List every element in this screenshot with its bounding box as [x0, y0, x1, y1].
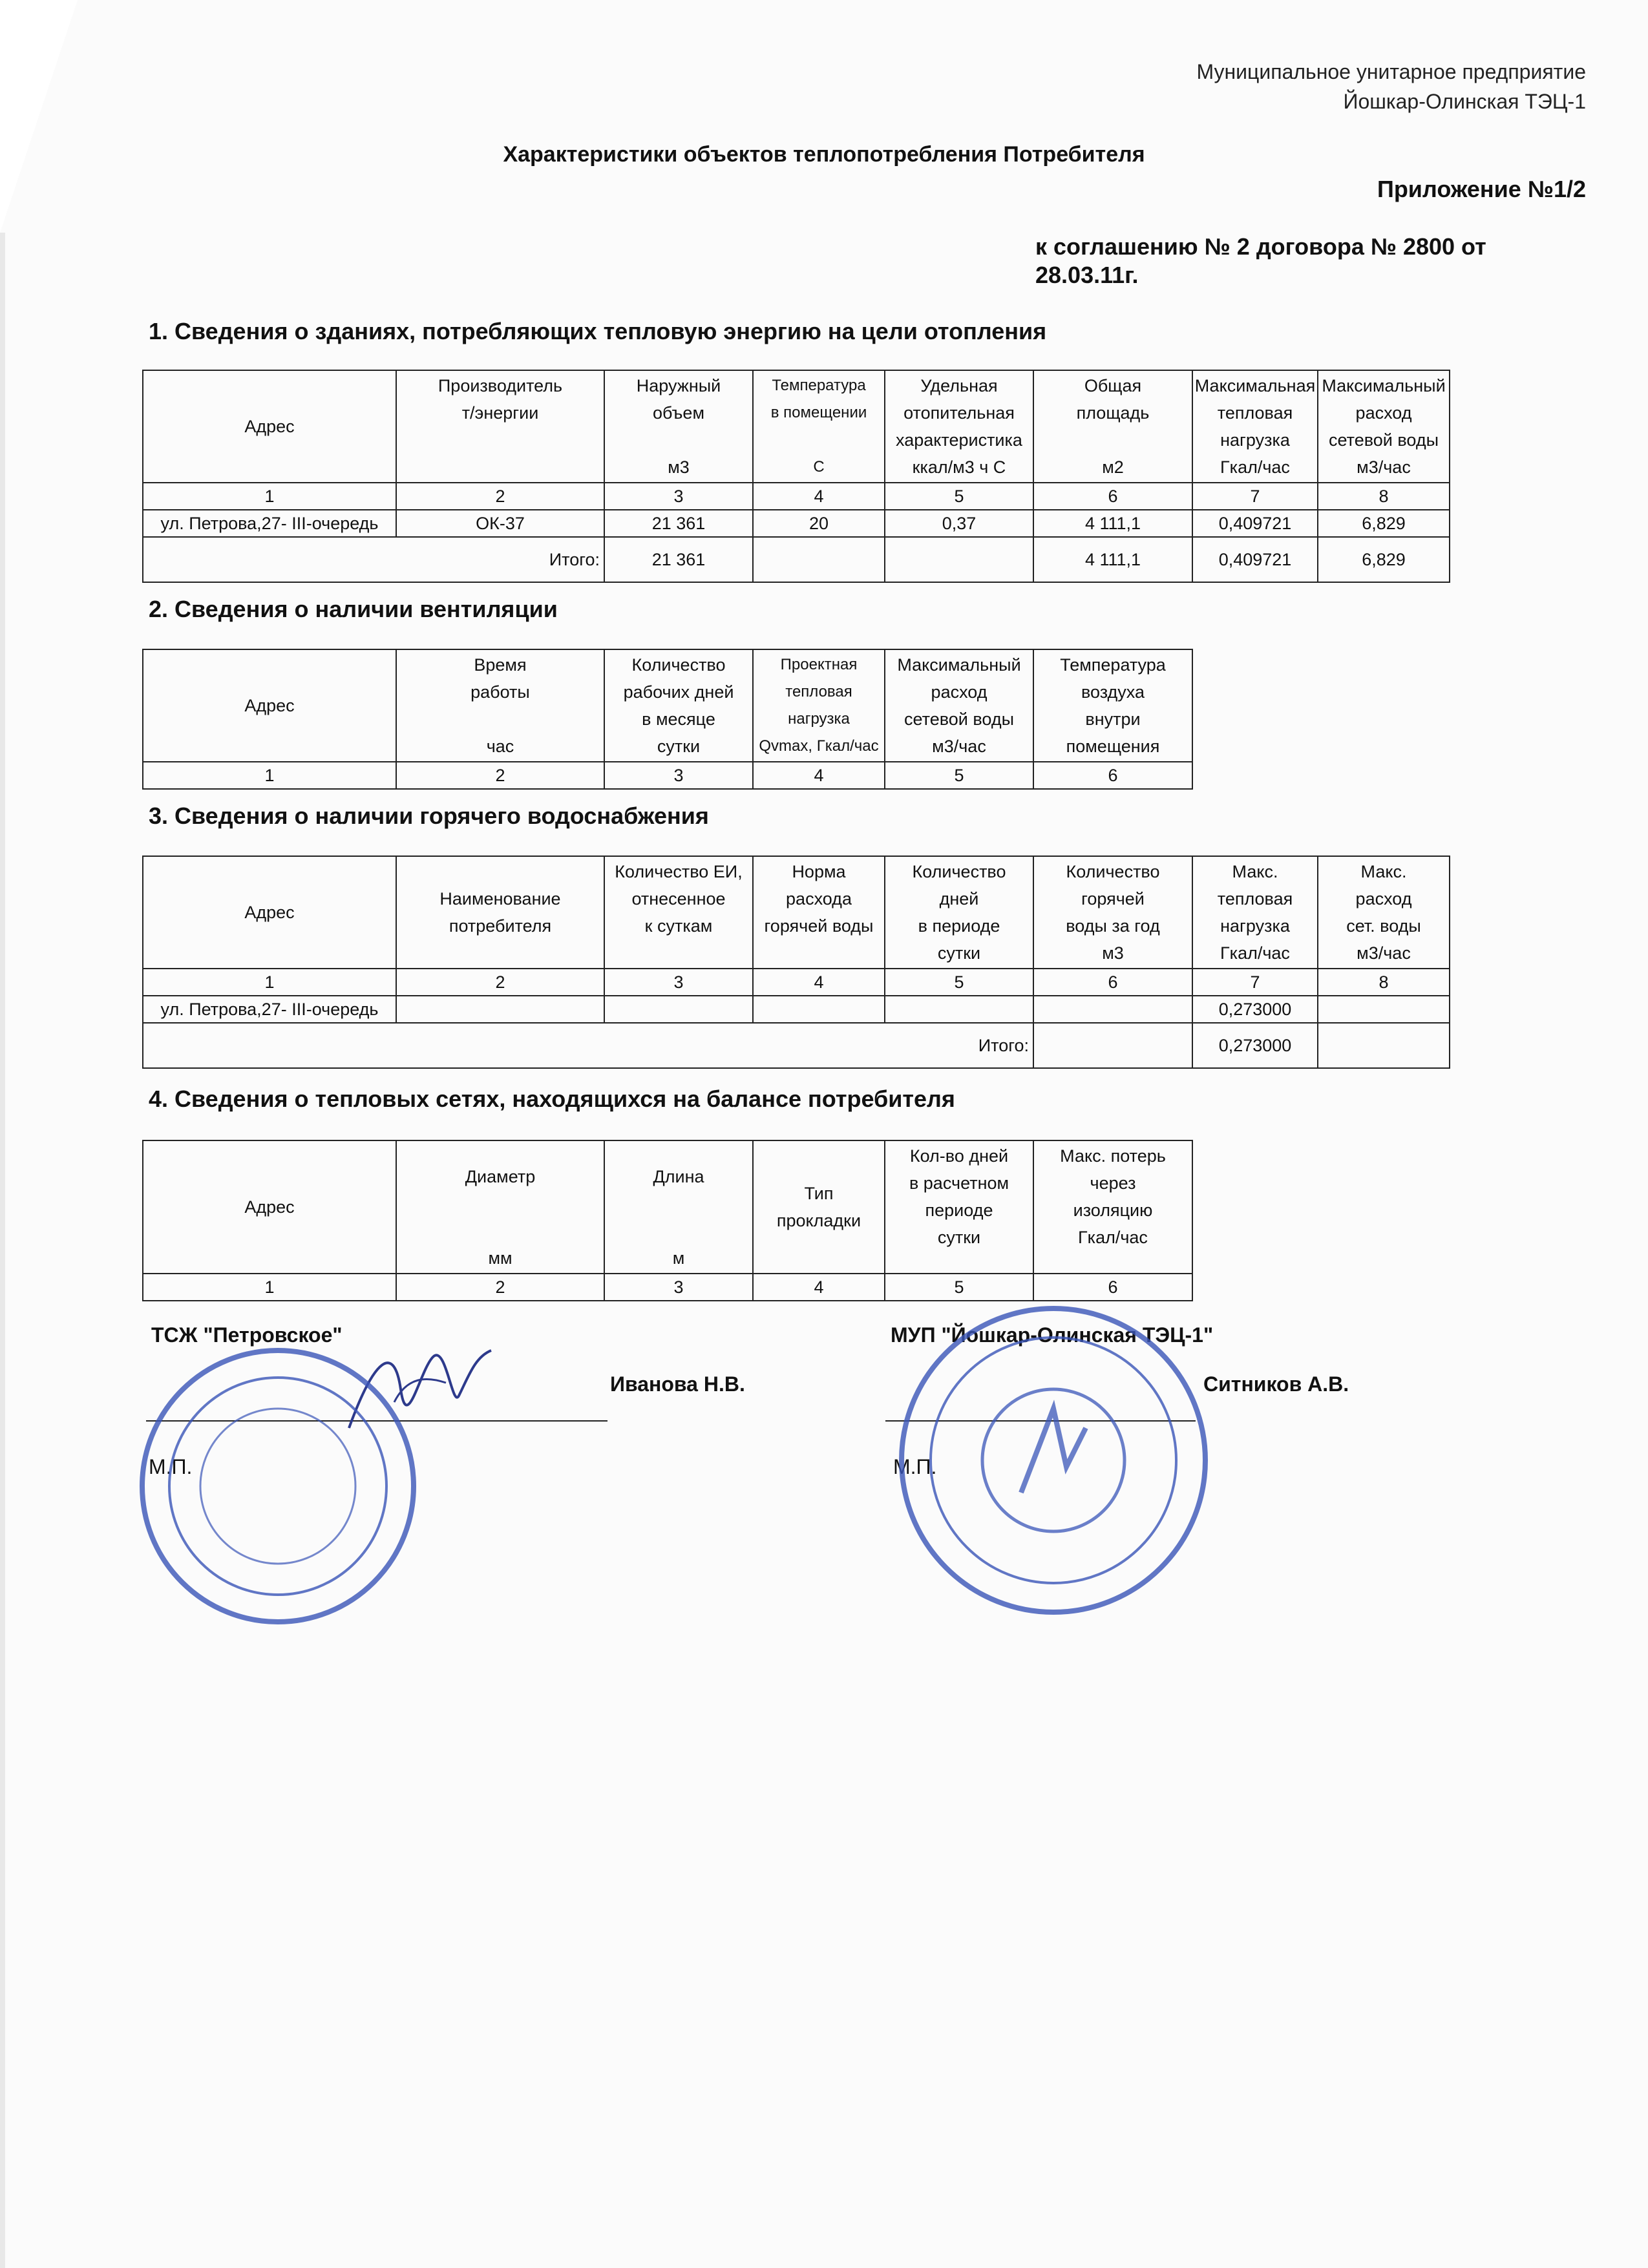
address-cell: ул. Петрова,27- III-очередь [143, 510, 396, 537]
total-cell [885, 537, 1033, 582]
number-cell: 2 [396, 969, 604, 996]
header-cell: Общая площадь м2 [1033, 370, 1192, 483]
header-cell: Макс. потерь через изоляцию Гкал/час [1033, 1140, 1192, 1274]
total-label: Итого: [143, 537, 604, 582]
header-cell: Максимальный расход сетевой воды м3/час [885, 649, 1033, 762]
number-cell: 1 [143, 969, 396, 996]
total-cell: 0,273000 [1192, 1023, 1318, 1068]
agreement-reference [1035, 233, 1486, 289]
agreement-line-1: к соглашению № 2 договора № 2800 от [1035, 233, 1486, 260]
header-cell: Максимальный расход сетевой воды м3/час [1318, 370, 1450, 483]
data-cell: 21 361 [604, 510, 753, 537]
number-cell: 3 [604, 483, 753, 510]
total-cell: 4 111,1 [1033, 537, 1192, 582]
data-cell [885, 996, 1033, 1023]
number-cell: 1 [143, 762, 396, 789]
heat-networks-table [142, 1140, 1193, 1301]
agreement-line-2: 28.03.11г. [1035, 262, 1139, 288]
section-4-title: 4. Сведения о тепловых сетях, находящихся на балансе потребителя [149, 1086, 955, 1112]
column-number-row [143, 969, 1450, 996]
header-cell: Количество рабочих дней в месяце сутки [604, 649, 753, 762]
total-cell [1033, 1023, 1192, 1068]
number-cell: 6 [1033, 969, 1192, 996]
data-cell: 0,409721 [1192, 510, 1318, 537]
total-cell: 6,829 [1318, 537, 1450, 582]
number-cell: 2 [396, 483, 604, 510]
number-cell: 8 [1318, 483, 1450, 510]
header-cell: Наружный объем м3 [604, 370, 753, 483]
section-1-title: 1. Сведения о зданиях, потребляющих тепловую энергию на цели отопления [149, 318, 1047, 344]
header-cell: Количество ЕИ, отнесенное к суткам [604, 856, 753, 969]
header-cell: Длина м [604, 1140, 753, 1274]
consumer-stamp [129, 1338, 427, 1635]
number-cell: 4 [753, 1274, 885, 1301]
address-cell: ул. Петрова,27- III-очередь [143, 996, 396, 1023]
number-cell: 5 [885, 483, 1033, 510]
header-cell: Норма расхода горячей воды [753, 856, 885, 969]
section-2-title: 2. Сведения о наличии вентиляции [149, 596, 558, 622]
data-cell: 6,829 [1318, 510, 1450, 537]
header-cell: Температура в помещении С [753, 370, 885, 483]
number-cell: 1 [143, 483, 396, 510]
number-cell: 2 [396, 762, 604, 789]
table-row [143, 996, 1450, 1023]
section-3-title: 3. Сведения о наличии горячего водоснабжения [149, 803, 709, 829]
number-cell: 7 [1192, 483, 1318, 510]
appendix-label: Приложение №1/2 [1377, 176, 1586, 202]
table-header-row [143, 370, 1450, 483]
number-cell: 3 [604, 1274, 753, 1301]
data-cell: 0,37 [885, 510, 1033, 537]
header-cell: Максимальная тепловая нагрузка Гкал/час [1192, 370, 1318, 483]
number-cell: 8 [1318, 969, 1450, 996]
folded-corner [0, 0, 78, 233]
total-cell [753, 537, 885, 582]
number-cell: 5 [885, 969, 1033, 996]
header-cell: Проектная тепловая нагрузка Qvmax, Гкал/час [753, 649, 885, 762]
data-cell [604, 996, 753, 1023]
header-cell: Производитель т/энергии [396, 370, 604, 483]
number-cell: 5 [885, 762, 1033, 789]
number-cell: 4 [753, 483, 885, 510]
hot-water-table [142, 856, 1450, 1069]
data-cell [1033, 996, 1192, 1023]
header-cell: Количество горячей воды за год м3 [1033, 856, 1192, 969]
number-cell: 7 [1192, 969, 1318, 996]
number-cell: 3 [604, 762, 753, 789]
number-cell: 6 [1033, 762, 1192, 789]
total-row [143, 537, 1450, 582]
header-cell: Время работы час [396, 649, 604, 762]
header-cell: Наименование потребителя [396, 856, 604, 969]
total-cell: 21 361 [604, 537, 753, 582]
ventilation-table [142, 649, 1193, 790]
supplier-signer-name: Ситников А.В. [1203, 1372, 1349, 1396]
number-cell: 3 [604, 969, 753, 996]
header-cell: Адрес [143, 649, 396, 762]
number-cell: 5 [885, 1274, 1033, 1301]
data-cell [753, 996, 885, 1023]
scan-edge [0, 233, 5, 2268]
data-cell: ОК-37 [396, 510, 604, 537]
supplier-stamp [892, 1299, 1215, 1622]
column-number-row [143, 483, 1450, 510]
header-cell: Адрес [143, 1140, 396, 1274]
consumer-org-label: ТСЖ "Петровское" [151, 1323, 343, 1347]
column-number-row [143, 762, 1192, 789]
total-row [143, 1023, 1450, 1068]
header-cell: Макс. тепловая нагрузка Гкал/час [1192, 856, 1318, 969]
data-cell: 20 [753, 510, 885, 537]
number-cell: 6 [1033, 483, 1192, 510]
data-cell [1318, 996, 1450, 1023]
heating-buildings-table [142, 370, 1450, 583]
table-row [143, 510, 1450, 537]
total-cell [1318, 1023, 1450, 1068]
column-number-row [143, 1274, 1192, 1301]
org-line-1: Муниципальное унитарное предприятие [1196, 60, 1586, 83]
table-header-row [143, 856, 1450, 969]
consumer-signer-name: Иванова Н.В. [610, 1372, 745, 1396]
consumer-seal-label: М.П. [149, 1455, 193, 1478]
header-cell: Количество дней в периоде сутки [885, 856, 1033, 969]
data-cell: 4 111,1 [1033, 510, 1192, 537]
header-cell: Диаметр мм [396, 1140, 604, 1274]
total-label: Итого: [143, 1023, 1033, 1068]
header-cell: Удельная отопительная характеристика ккал/м3 ч С [885, 370, 1033, 483]
header-cell: Адрес [143, 370, 396, 483]
supplier-seal-label: М.П. [893, 1455, 937, 1478]
org-line-2: Йошкар-Олинская ТЭЦ-1 [1343, 90, 1586, 113]
data-cell [396, 996, 604, 1023]
table-header-row [143, 1140, 1192, 1274]
header-cell: Тип прокладки [753, 1140, 885, 1274]
document-title: Характеристики объектов теплопотребления Потребителя [503, 142, 1145, 167]
number-cell: 2 [396, 1274, 604, 1301]
number-cell: 4 [753, 762, 885, 789]
supplier-org-label: МУП "Йошкар-Олинская ТЭЦ-1" [891, 1323, 1214, 1347]
table-header-row [143, 649, 1192, 762]
organization-name [1196, 57, 1586, 116]
header-cell: Макс. расход сет. воды м3/час [1318, 856, 1450, 969]
total-cell: 0,409721 [1192, 537, 1318, 582]
number-cell: 4 [753, 969, 885, 996]
header-cell: Температура воздуха внутри помещения [1033, 649, 1192, 762]
number-cell: 6 [1033, 1274, 1192, 1301]
header-cell: Адрес [143, 856, 396, 969]
number-cell: 1 [143, 1274, 396, 1301]
header-cell: Кол-во дней в расчетном периоде сутки [885, 1140, 1033, 1274]
data-cell: 0,273000 [1192, 996, 1318, 1023]
